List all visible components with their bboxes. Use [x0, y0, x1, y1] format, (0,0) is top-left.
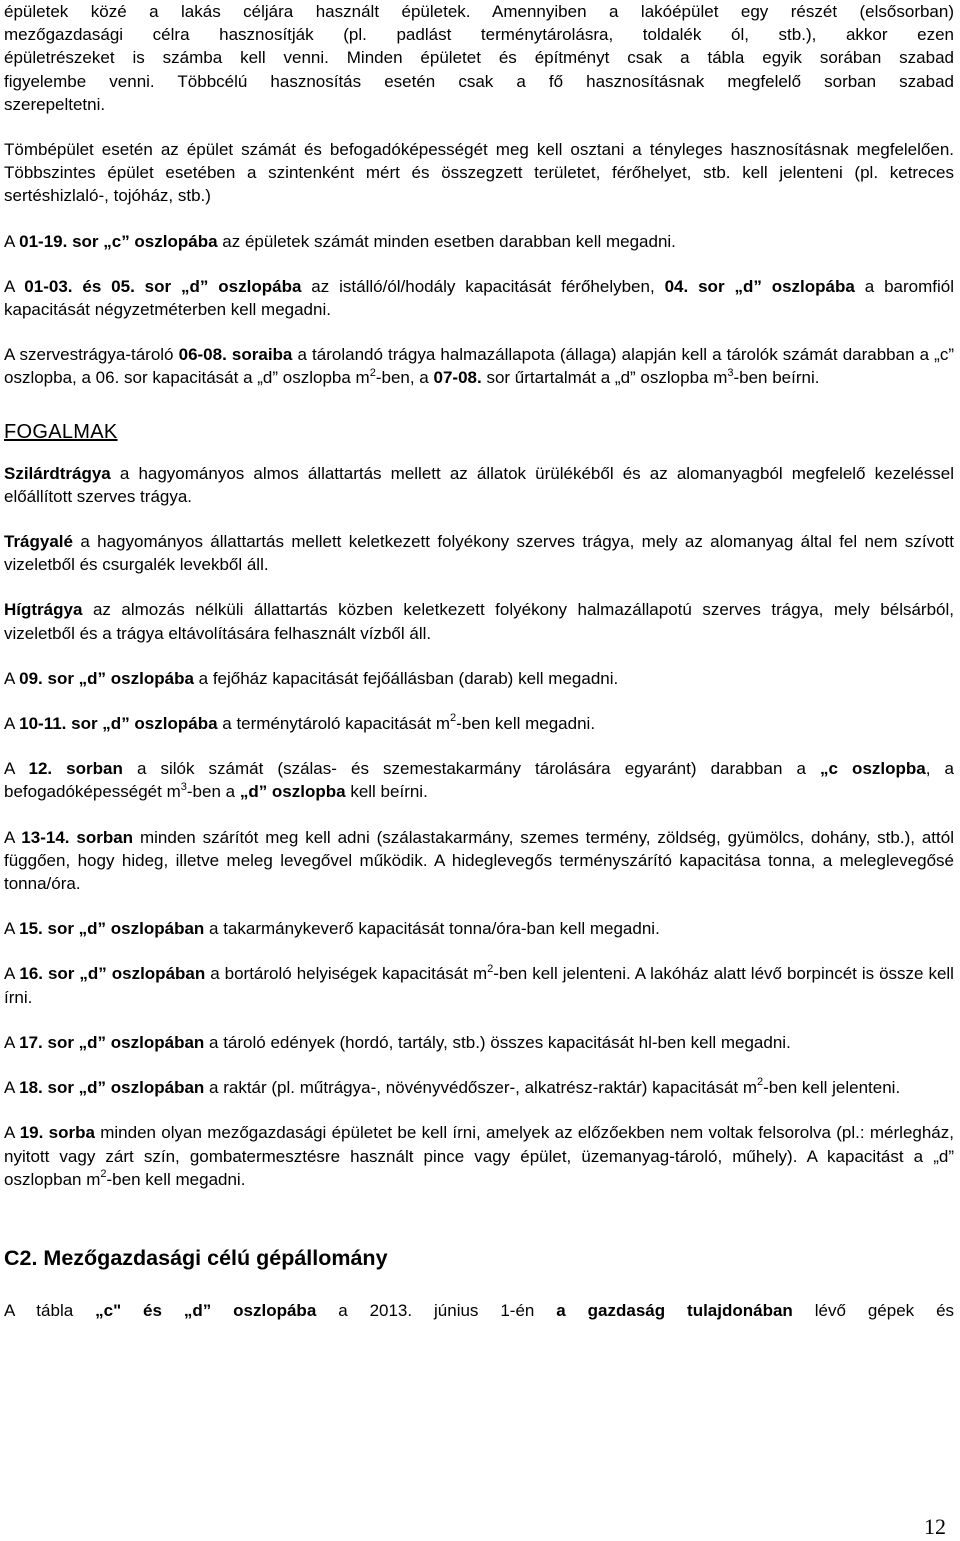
paragraph-manure-storage: [4, 343, 954, 389]
page-number: 12: [924, 1514, 946, 1539]
paragraph-row-13-14: [4, 826, 954, 896]
paragraph-row-01-19: [4, 230, 954, 253]
superscript: 2: [369, 366, 376, 379]
text-line: figyelembe venni. Többcélú hasznosítás esetén csak a fő hasznosításnak megfelelő sorban szabad: [4, 71, 954, 91]
text: -ben kell megadni.: [106, 1169, 246, 1189]
bold-reference: 06-08. soraiba: [178, 345, 293, 365]
definition-manure-liquid: [4, 530, 954, 576]
text-line: épületrészeket is számba kell venni. Minden épületet és építményt csak a tábla egyik sorában szabad: [4, 48, 954, 68]
document-page: [4, 0, 954, 1322]
definition-text: a hagyományos almos állattartás mellett az állatok ürülékéből és az alomanyagból megfelelő kezeléssel előállított szerves trágya.: [4, 463, 954, 506]
bold-reference: 15. sor „d” oszlopában: [19, 919, 205, 939]
bold-reference: „c oszlopba: [820, 759, 926, 779]
text: -ben a: [186, 782, 236, 802]
text: -ben kell megadni.: [456, 714, 596, 734]
text: A: [4, 919, 15, 939]
definition-term: Szilárdtrágya: [4, 463, 111, 483]
superscript: 2: [450, 712, 457, 725]
text: , a befogadóképességét m: [4, 759, 954, 802]
bold-reference: „d” oszlopba: [239, 782, 346, 802]
paragraph-row-15: [4, 917, 954, 940]
bold-reference: 12. sorban: [28, 759, 123, 779]
text: A: [4, 276, 15, 296]
text: minden szárítót meg kell adni (szálastakarmány, szemes termény, zöldség, gyümölcs, dohány, stb.), attól függően, hogy hideg, illetve meleg levegővel működik. A hideglevegős terményszárító kapacitása tonna, a meleglevegősé tonna/óra.: [4, 827, 954, 894]
bold-reference: 04. sor „d” oszlopába: [664, 276, 855, 296]
paragraph-row-18: [4, 1076, 954, 1099]
text: A: [4, 1032, 15, 1052]
definition-term: Hígtrágya: [4, 600, 83, 620]
text: A szervestrágya-tároló: [4, 345, 174, 365]
section-heading-c2: C2. Mezőgazdasági célú gépállomány: [4, 1245, 388, 1270]
text: -ben kell jelenteni. A lakóház alatt lévő borpincét is össze kell írni.: [4, 964, 954, 1007]
bold-reference: 16. sor „d” oszlopában: [19, 964, 206, 984]
paragraph-row-01-05: [4, 275, 954, 321]
text: A: [4, 759, 15, 779]
text-line: mezőgazdasági célra hasznosítják (pl. padlást terménytárolásra, toldalék ól, stb.), akkor ezen: [4, 25, 954, 45]
superscript: 2: [757, 1076, 764, 1089]
text: a bortároló helyiségek kapacitását m: [210, 964, 488, 984]
bold-reference: 01-03. és 05. sor „d” oszlopába: [24, 276, 302, 296]
bold-reference: 01-19. sor „c” oszlopába: [19, 231, 218, 251]
text: a tároló edények (hordó, tartály, stb.) összes kapacitását hl-ben kell megadni.: [209, 1032, 791, 1052]
definition-slurry: [4, 598, 954, 644]
bold-reference: 19. sorba: [19, 1123, 95, 1143]
definitions-heading: FOGALMAK: [4, 420, 118, 443]
text: A: [4, 1078, 15, 1098]
text: -ben kell jelenteni.: [763, 1078, 901, 1098]
definition-solid-manure: [4, 462, 954, 508]
text: A: [4, 1123, 15, 1143]
text: a baromfiól kapacitását négyzetméterben kell megadni.: [4, 276, 954, 320]
bold-reference: 17. sor „d” oszlopában: [19, 1032, 205, 1052]
text: a takarmánykeverő kapacitását tonna/óra-ban kell megadni.: [209, 919, 660, 939]
paragraph-row-09: [4, 667, 954, 690]
paragraph-row-17: [4, 1031, 954, 1054]
bold-reference: a gazdaság tulajdonában: [556, 1300, 793, 1320]
text: A: [4, 231, 15, 251]
text: minden olyan mezőgazdasági épületet be kell írni, amelyek az előzőekben nem voltak felsorolva (pl.: mérlegház, nyitott vagy zárt szín, gombatermesztésre használt pince vagy épület, üzemanyag-tároló, műhely). A kapacitást a „d” oszlopban m: [4, 1123, 954, 1189]
paragraph-row-12: [4, 757, 954, 803]
text: sor űrtartalmát a „d” oszlopba m: [486, 368, 728, 388]
text: a 2013. június 1-én: [338, 1300, 535, 1320]
text: a raktár (pl. műtrágya-, növényvédőszer-, alkatrész-raktár) kapacitását m: [209, 1078, 758, 1098]
superscript: 3: [180, 780, 187, 793]
bold-reference: 09. sor „d” oszlopába: [19, 668, 194, 688]
bold-reference: 18. sor „d” oszlopában: [19, 1078, 205, 1098]
paragraph-buildings-intro: [4, 0, 954, 93]
paragraph-block-building: [4, 138, 954, 208]
text: lévő gépek és: [814, 1300, 955, 1320]
superscript: 2: [487, 962, 494, 975]
definition-term: Trágyalé: [4, 532, 73, 552]
text: a fejőház kapacitását fejőállásban (darab) kell megadni.: [198, 668, 619, 688]
paragraph-row-16: [4, 962, 954, 1008]
superscript: 3: [727, 366, 734, 379]
paragraph-buildings-intro-end: [4, 93, 954, 116]
paragraph-row-10-11: [4, 712, 954, 735]
text: kell beírni.: [350, 782, 428, 802]
text-line: szerepeltetni.: [4, 94, 106, 114]
superscript: 2: [100, 1168, 107, 1181]
text: A: [4, 668, 15, 688]
text: A: [4, 827, 15, 847]
bold-reference: 13-14. sorban: [21, 827, 134, 847]
text-line: épületek közé a lakás céljára használt épületek. Amennyiben a lakóépület egy részét (elsősorban): [4, 2, 954, 21]
text: a silók számát (szálas- és szemestakarmány tárolására egyaránt) darabban a: [136, 759, 806, 779]
paragraph-text: Tömbépület esetén az épület számát és befogadóképességét meg kell osztani a tényleges hasznosításnak megfelelően. Többszintes épület esetében a szintenként mért és összegzett területet, férőhelyet, stb. kell jelenteni (pl. ketreces sertéshizlaló-, tojóház, stb.): [4, 140, 954, 206]
text: a tárolandó trágya halmazállapota (állaga) alapján kell a tárolók számát darabban a „c” oszlopba, a 06. sor kapacitását a „d” oszlopba m: [4, 345, 954, 388]
text: A: [4, 714, 15, 734]
text: A tábla: [4, 1300, 74, 1320]
paragraph-c2-intro: [4, 1299, 954, 1322]
bold-reference: 10-11. sor „d” oszlopába: [19, 714, 218, 734]
bold-reference: „c" és „d” oszlopába: [95, 1300, 317, 1320]
text: -ben, a: [375, 368, 429, 388]
text: A: [4, 964, 15, 984]
definition-text: az almozás nélküli állattartás közben keletkezett folyékony halmazállapotú szerves trágya, mely bélsárból, vizeletből és a trágya eltávolítására felhasznált vízből áll.: [4, 600, 954, 643]
definition-text: a hagyományos állattartás mellett keletkezett folyékony szerves trágya, mely az alomanyag által fel nem szívott vizeletből és csurgalék levekből áll.: [4, 532, 954, 575]
bold-reference: 07-08.: [433, 368, 482, 388]
text: az épületek számát minden esetben darabban kell megadni.: [222, 231, 676, 251]
text: -ben beírni.: [733, 368, 820, 388]
paragraph-row-19: [4, 1121, 954, 1191]
text: a terménytároló kapacitását m: [222, 714, 450, 734]
text: az istálló/ól/hodály kapacitását férőhelyben,: [311, 276, 655, 296]
